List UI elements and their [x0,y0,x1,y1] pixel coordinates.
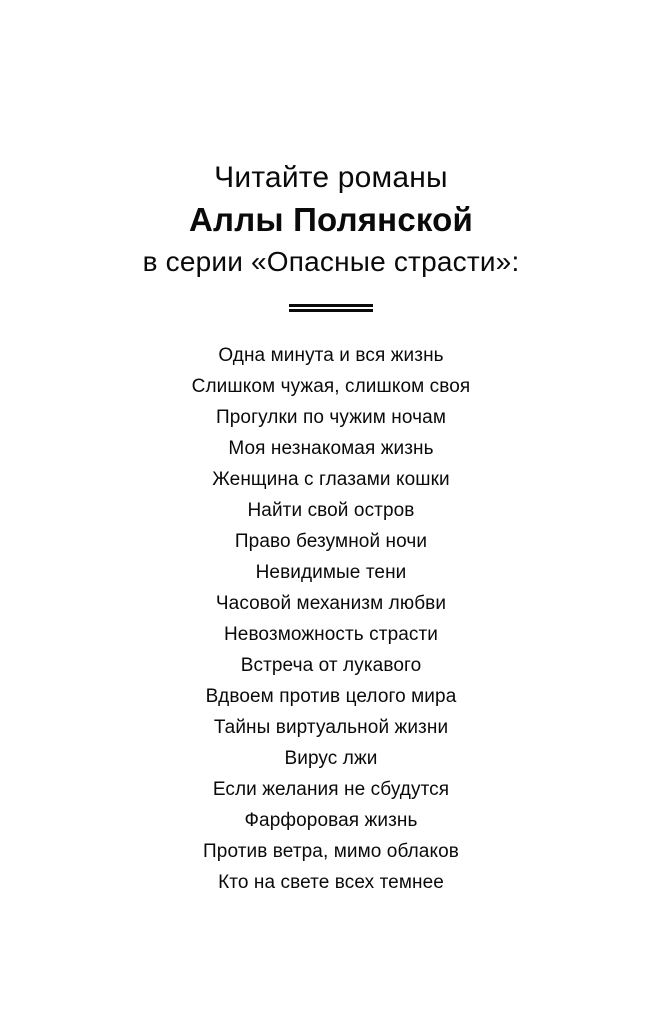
ornament-bar-bottom [289,309,373,312]
list-item: Против ветра, мимо облаков [203,841,459,862]
list-item: Одна минута и вся жизнь [218,345,444,366]
list-item: Встреча от лукавого [240,655,422,676]
list-item: Право безумной ночи [234,531,428,552]
list-item: Слишком чужая, слишком своя [191,376,471,397]
list-item: Невидимые тени [255,562,407,583]
list-item: Фарфоровая жизнь [244,810,418,831]
book-titles-list [0,340,662,898]
list-item: Невозможность страсти [223,624,439,645]
list-item: Моя незнакомая жизнь [228,438,434,459]
list-item: Часовой механизм любви [215,593,447,614]
ornament-bar-top [289,304,373,307]
list-item: Женщина с глазами кошки [212,469,450,490]
heading-line-author-name: Аллы Полянской [189,201,473,238]
list-item: Тайны виртуальной жизни [213,717,449,738]
list-item: Найти свой остров [247,500,415,521]
list-item: Если желания не сбудутся [212,779,450,800]
heading-line-read-novels: Читайте романы [214,161,448,194]
heading-line-series-name: в серии «Опасные страсти»: [142,246,520,277]
list-item: Вдвоем против целого мира [205,686,457,707]
list-item: Прогулки по чужим ночам [216,407,446,428]
double-rule-ornament-icon [289,304,373,312]
list-item: Вирус лжи [284,748,378,769]
list-item: Кто на свете всех темнее [218,872,444,893]
heading-block [0,158,662,282]
